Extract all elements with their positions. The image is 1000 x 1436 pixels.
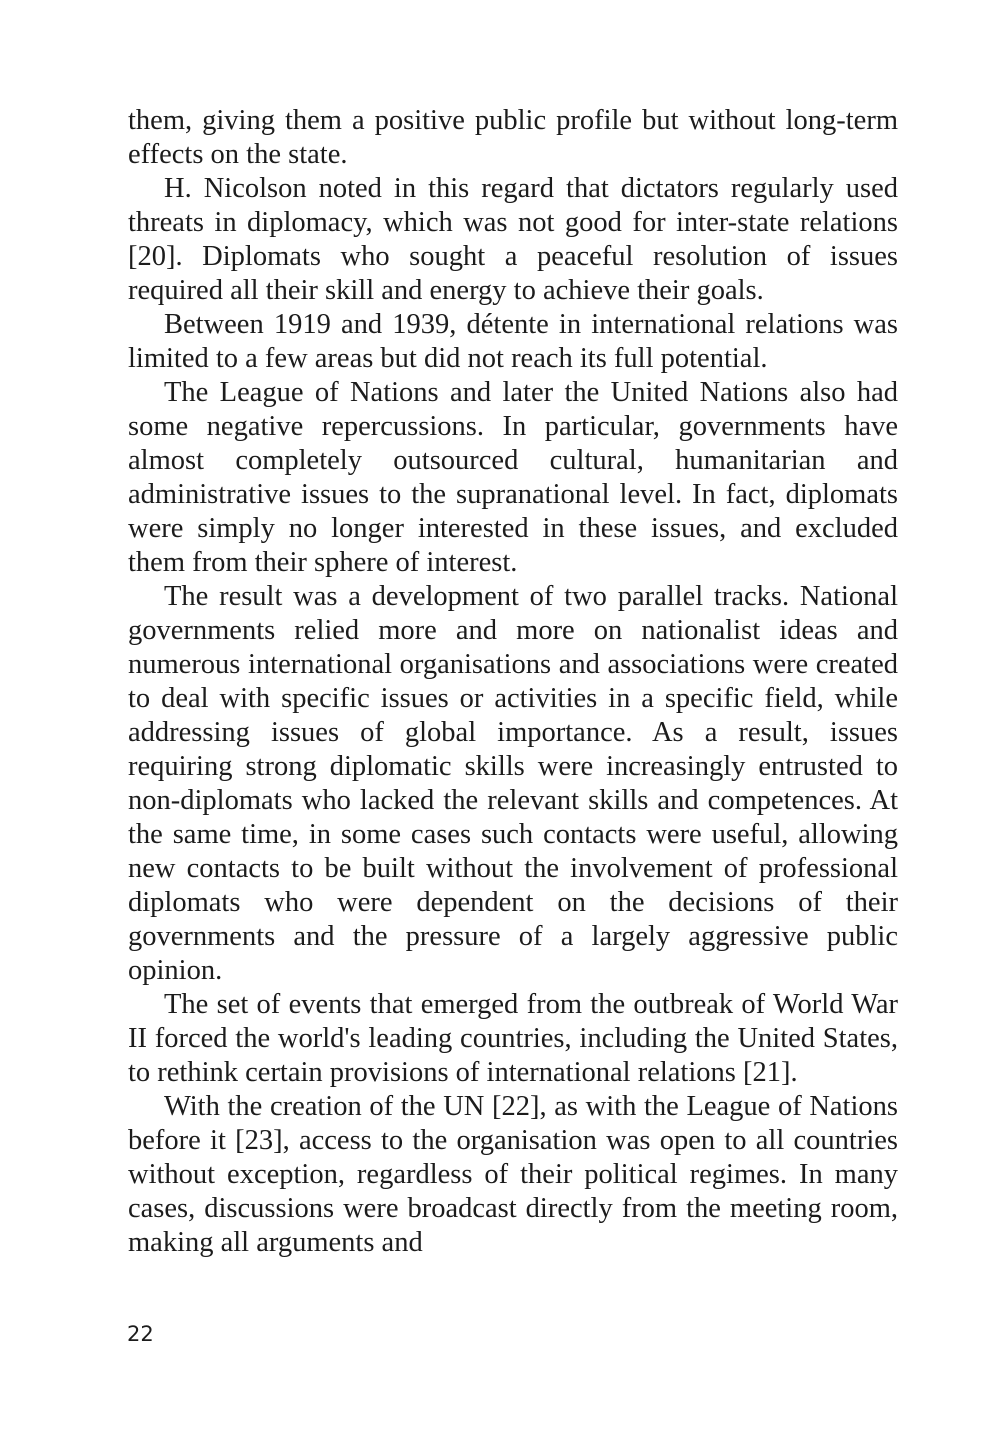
- paragraph-league-of-nations: The League of Nations and later the United Nations also had some negative repercussions. In particular, governments have almost completely outsourced cultural, humanitarian and administrative issues to the supranational level. In fact, diplomats were simply no longer interested in these issues, and excluded them from their sphere of interest.: [128, 377, 898, 578]
- paragraph-nicolson: H. Nicolson noted in this regard that dictators regularly used threats in diplomacy, which was not good for inter-state relations [20]. Diplomats who sought a peaceful resolution of issues required all their skill and energy to achieve their goals.: [128, 173, 898, 306]
- paragraph-un-creation: With the creation of the UN [22], as with the League of Nations before it [23], access to the organisation was open to all countries without exception, regardless of their political regimes. In many cases, discussions were broadcast directly from the meeting room, making all arguments and: [128, 1091, 898, 1258]
- paragraph-continued: them, giving them a positive public profile but without long-term effects on the state.: [128, 105, 898, 170]
- body-text: [128, 104, 898, 1260]
- paragraph-world-war-ii: The set of events that emerged from the outbreak of World War II forced the world's leading countries, including the United States, to rethink certain provisions of international relations [21].: [128, 989, 898, 1088]
- paragraph-detente: Between 1919 and 1939, détente in international relations was limited to a few areas but did not reach its full potential.: [128, 309, 898, 374]
- paragraph-parallel-tracks: The result was a development of two parallel tracks. National governments relied more and more on nationalist ideas and numerous international organisations and associations were created to deal with specific issues or activities in a specific field, while addressing issues of global importance. As a result, issues requiring strong diplomatic skills were increasingly entrusted to non-diplomats who lacked the relevant skills and competences. At the same time, in some cases such contacts were useful, allowing new contacts to be built without the involvement of professional diplomats who were dependent on the decisions of their governments and the pressure of a largely aggressive public opinion.: [128, 581, 898, 986]
- page-number: 22: [127, 1322, 154, 1346]
